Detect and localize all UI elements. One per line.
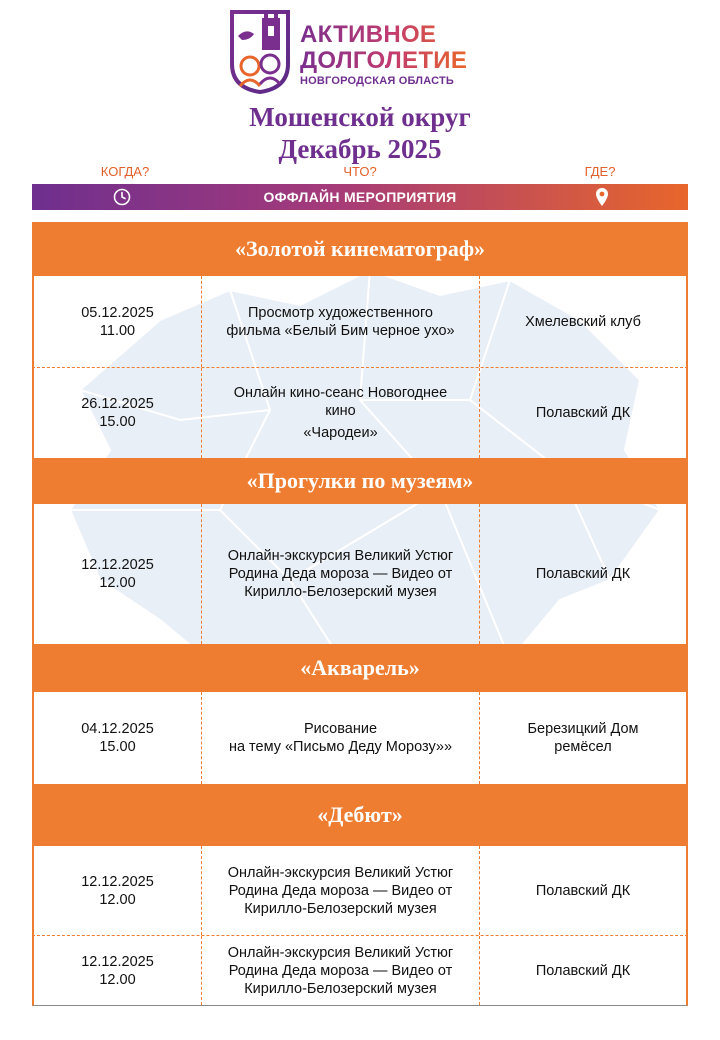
event-date: 12.12.2025: [81, 557, 154, 573]
category-header: «Прогулки по музеям»: [32, 458, 688, 504]
event-row: [32, 936, 688, 1006]
district-title: Мошенской округ: [249, 102, 471, 132]
active-longevity-emblem-icon: [228, 8, 292, 94]
event-location: Полавский ДК: [535, 566, 631, 582]
event-when: [34, 846, 202, 935]
event-where: [480, 504, 686, 644]
event-description: на тему «Письмо Деду Морозу»»: [228, 739, 453, 755]
banner-label: ОФФЛАЙН МЕРОПРИЯТИЯ: [263, 189, 457, 205]
column-header-when: КОГДА?: [100, 164, 150, 179]
event-row: [32, 692, 688, 784]
event-time: 12.00: [99, 891, 136, 908]
event-date: 04.12.2025: [81, 721, 154, 737]
event-row: [32, 276, 688, 368]
logo-title-line1: АКТИВНОЕ: [300, 22, 467, 48]
event-row: [32, 368, 688, 458]
event-description: Кирилло-Белозерский музея: [244, 900, 437, 917]
event-description: Кирилло-Белозерский музея: [244, 980, 437, 997]
event-what: [202, 504, 480, 644]
event-when: [34, 368, 202, 458]
column-header-what: ЧТО?: [343, 164, 377, 179]
event-what: [202, 846, 480, 935]
event-when: [34, 276, 202, 367]
event-when: [34, 692, 202, 784]
event-time: 15.00: [99, 739, 136, 755]
event-when: [34, 504, 202, 644]
offline-events-banner: [32, 184, 688, 210]
event-location: Хмелевский клуб: [525, 313, 641, 330]
event-where: [480, 846, 686, 935]
column-header-where: ГДЕ?: [584, 164, 616, 179]
logo-title-line2: ДОЛГОЛЕТИЕ: [300, 47, 468, 74]
category-header: «Золотой кинематограф»: [32, 222, 688, 276]
event-where: [480, 692, 686, 784]
event-description: Просмотр художественного: [247, 304, 433, 321]
event-date: 05.12.2025: [81, 304, 154, 321]
event-description: кино: [325, 403, 356, 419]
event-location: Березицкий Дом: [527, 721, 639, 737]
event-where: [480, 276, 686, 367]
event-time: 15.00: [99, 414, 136, 430]
event-description: Онлайн-экскурсия Великий Устюг: [227, 864, 454, 881]
category-header: «Акварель»: [32, 644, 688, 692]
event-date: 12.12.2025: [81, 953, 154, 970]
logo: [228, 8, 498, 96]
event-location: Полавский ДК: [535, 405, 631, 421]
event-description: Кирилло-Белозерский музея: [244, 584, 437, 600]
event-location: Полавский ДК: [535, 962, 631, 979]
event-row: [32, 504, 688, 644]
event-time: 11.00: [99, 322, 136, 339]
event-location: ремёсел: [554, 739, 612, 755]
event-description: Родина Деда мороза — Видео от: [228, 882, 453, 899]
event-where: [480, 368, 686, 458]
event-what: [202, 692, 480, 784]
event-location: Полавский ДК: [535, 882, 631, 899]
event-what: [202, 368, 480, 458]
event-row: [32, 846, 688, 936]
event-time: 12.00: [99, 971, 136, 988]
event-when: [34, 936, 202, 1005]
location-pin-icon: [595, 187, 609, 207]
event-where: [480, 936, 686, 1005]
event-description: Онлайн-экскурсия Великий Устюг: [227, 548, 454, 564]
event-description: фильма «Белый Бим черное ухо»: [226, 322, 455, 339]
month-title: Декабрь 2025: [278, 134, 442, 164]
event-what: [202, 936, 480, 1005]
event-date: 26.12.2025: [81, 396, 154, 412]
event-date: 12.12.2025: [81, 873, 154, 890]
logo-region: НОВГОРОДСКАЯ ОБЛАСТЬ: [300, 75, 454, 87]
events-schedule: [32, 222, 688, 1006]
event-description: Рисование: [303, 721, 378, 737]
event-time: 12.00: [99, 575, 136, 591]
category-header: «Дебют»: [32, 784, 688, 846]
clock-icon: [113, 188, 131, 206]
event-description: «Чародеи»: [303, 425, 378, 441]
event-description: Онлайн кино-сеанс Новогоднее: [233, 385, 448, 401]
event-description: Родина Деда мороза — Видео от: [228, 566, 453, 582]
event-what: [202, 276, 480, 367]
event-description: Родина Деда мороза — Видео от: [228, 962, 453, 979]
event-description: Онлайн-экскурсия Великий Устюг: [227, 944, 454, 961]
